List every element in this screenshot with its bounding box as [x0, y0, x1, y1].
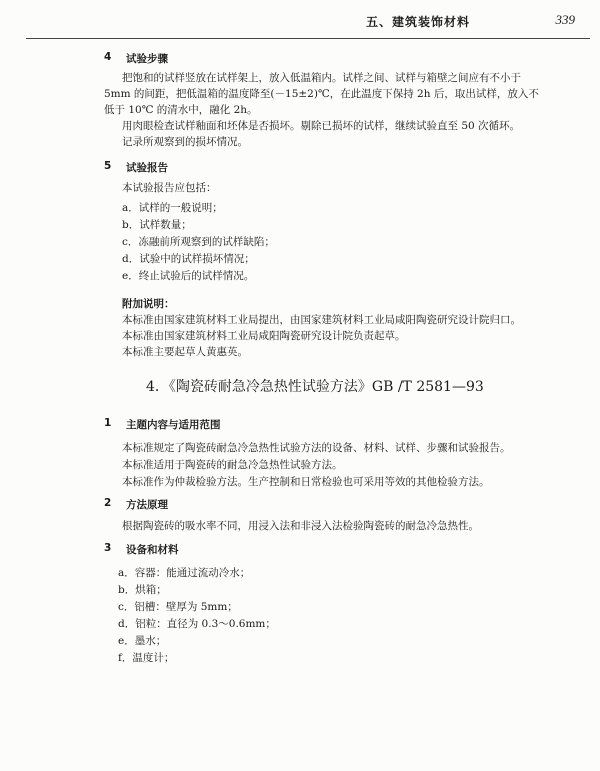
list-item: a．容器：能通过流动冷水；: [118, 567, 251, 579]
section-title: 试验报告: [126, 162, 168, 174]
running-title: 五、建筑装饰材料: [366, 15, 471, 29]
section-title: 设备和材料: [126, 544, 179, 556]
s1-line: 本标准规定了陶瓷砖耐急冷急热性试验方法的设备、材料、试样、步骤和试验报告。: [122, 442, 511, 454]
page-number: 339: [555, 12, 575, 27]
s4-para: 记录所观察到的损坏情况。: [122, 136, 248, 148]
section-title: 主题内容与适用范围: [126, 419, 221, 431]
header-rule: [26, 38, 590, 39]
s1-line: 本标准作为仲裁检验方法。生产控制和日常检验也可采用等效的其他检验方法。: [122, 476, 490, 488]
section-number: 4: [104, 51, 112, 63]
section-number: 2: [104, 497, 112, 509]
s4-para-line: 把饱和的试样竖放在试样架上，放入低温箱内。试样之间、试样与箱壁之间应有不小于: [122, 72, 521, 84]
list-item: d．铝粒：直径为 0.3～0.6mm；: [118, 618, 276, 630]
list-item: c．铝槽：壁厚为 5mm；: [118, 601, 238, 613]
list-item: b．试样数量；: [122, 219, 192, 231]
s4-para-line: 5mm 的间距，把低温箱的温度降至(－15±2)℃，在此温度下保持 2h 后，取出试样，放入不: [104, 88, 539, 100]
list-item: e．墨水；: [118, 635, 167, 647]
note-line: 本标准由国家建筑材料工业局咸阳陶瓷研究设计院负责起草。: [122, 330, 406, 342]
s4-para-line: 低于 10℃ 的清水中，融化 2h。: [104, 104, 258, 116]
section-title: 方法原理: [126, 499, 168, 511]
s4-para: 用肉眼检查试样釉面和坯体是否损坏。剔除已损坏的试样，继续试验直至 50 次循环。: [122, 120, 521, 132]
s2-text: 根据陶瓷砖的吸水率不同，用浸入法和非浸入法检验陶瓷砖的耐急冷急热性。: [122, 520, 479, 532]
list-item: e．终止试验后的试样情况。: [122, 270, 255, 282]
standard-title: 4．《陶瓷砖耐急冷急热性试验方法》GB /T 2581—93: [146, 379, 484, 395]
note-line: 本标准由国家建筑材料工业局提出，由国家建筑材料工业局咸阳陶瓷研究设计院归口。: [122, 314, 521, 326]
list-item: d．试验中的试样损坏情况；: [122, 253, 255, 265]
list-item: a．试样的一般说明；: [122, 202, 223, 214]
note-title: 附加说明：: [122, 298, 175, 310]
page-header: [340, 12, 575, 30]
section-number: 5: [104, 160, 112, 172]
list-item: b．烘箱；: [118, 584, 167, 596]
note-line: 本标准主要起草人黄惠英。: [122, 346, 248, 358]
list-item: f．温度计；: [118, 652, 175, 664]
s5-intro: 本试验报告应包括：: [122, 182, 217, 194]
section-number: 3: [104, 542, 112, 554]
s1-line: 本标准适用于陶瓷砖的耐急冷急热性试验方法。: [122, 459, 343, 471]
section-title: 试验步骤: [126, 53, 168, 65]
list-item: c．冻融前所观察到的试样缺陷；: [122, 236, 275, 248]
section-number: 1: [104, 417, 112, 429]
